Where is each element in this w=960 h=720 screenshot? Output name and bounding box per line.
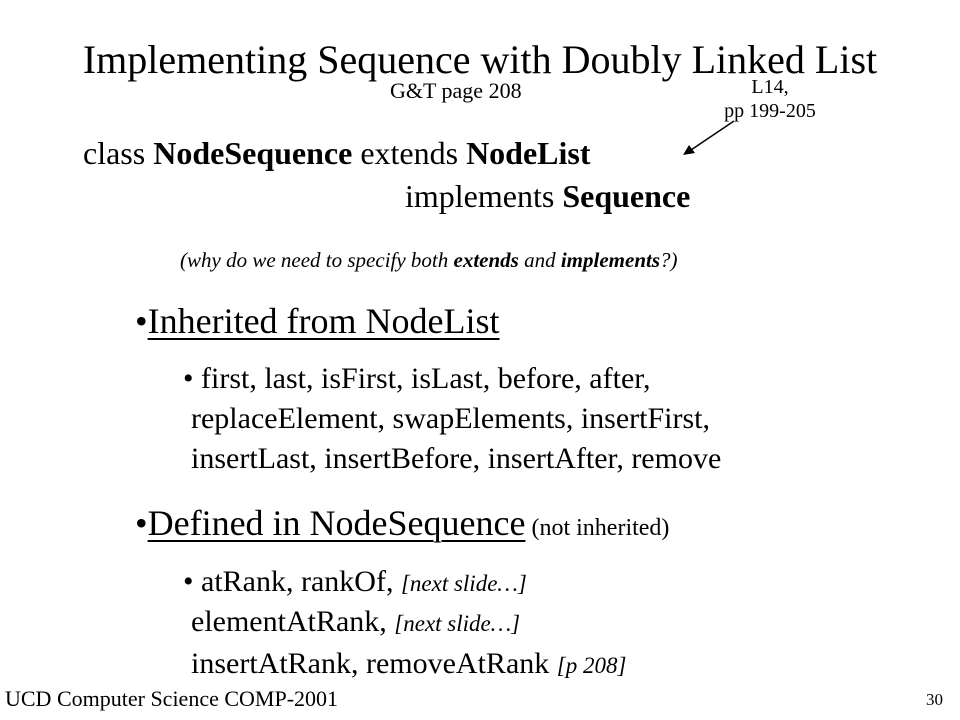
parent-class: NodeList: [466, 135, 591, 171]
line-text: insertAtRank, removeAtRank: [191, 647, 557, 680]
line-text: atRank, rankOf,: [193, 565, 401, 598]
section-defined-heading: [135, 502, 669, 544]
line-text: elementAtRank,: [191, 605, 395, 638]
slide-title: Implementing Sequence with Doubly Linked List: [82, 37, 878, 82]
pointer-arrow-icon: [680, 118, 740, 158]
keyword-implements: implements: [405, 178, 563, 214]
heading-text: Inherited from NodeList: [147, 301, 500, 341]
bullet: •: [135, 503, 148, 543]
line-aside: [next slide…]: [400, 571, 527, 596]
class-name: NodeSequence: [153, 135, 353, 171]
line-text: first, last, isFirst, isLast, before, after,: [193, 362, 651, 395]
keyword-class: class: [83, 135, 154, 171]
defined-line-2: [191, 605, 520, 639]
why-and: and: [518, 248, 561, 272]
page-number: 30: [926, 690, 943, 709]
defined-line-1: [183, 565, 527, 599]
reference-text: G&T page 208: [390, 78, 522, 103]
heading-text: Defined in NodeSequence: [147, 503, 526, 543]
line-aside: [next slide…]: [394, 611, 521, 636]
inherited-line-3: insertLast, insertBefore, insertAfter, remove: [191, 442, 722, 475]
why-text-pre: (why do we need to specify both: [180, 248, 454, 272]
interface-name: Sequence: [562, 178, 691, 214]
section-inherited-heading: [135, 300, 500, 342]
footer-text: UCD Computer Science COMP-2001: [5, 686, 339, 711]
inherited-line-1: [183, 362, 651, 396]
class-declaration-line1: [83, 135, 591, 172]
bullet: •: [135, 301, 148, 341]
why-text-post: ?): [660, 248, 678, 272]
side-note-line2: pp 199-205: [724, 100, 816, 122]
side-note-line1: L14,: [751, 76, 789, 98]
defined-line-3: [191, 647, 626, 681]
sub-bullet: •: [183, 565, 194, 598]
heading-note: (not inherited): [525, 515, 670, 541]
line-aside: [p 208]: [556, 653, 627, 678]
why-extends: extends: [453, 248, 519, 272]
inherited-line-2: replaceElement, swapElements, insertFirst,: [191, 402, 711, 435]
keyword-extends: extends: [352, 135, 467, 171]
sub-bullet: •: [183, 362, 194, 395]
side-note: [700, 75, 840, 123]
class-declaration-line2: [405, 178, 690, 215]
why-implements: implements: [560, 248, 661, 272]
why-question: [180, 248, 678, 273]
